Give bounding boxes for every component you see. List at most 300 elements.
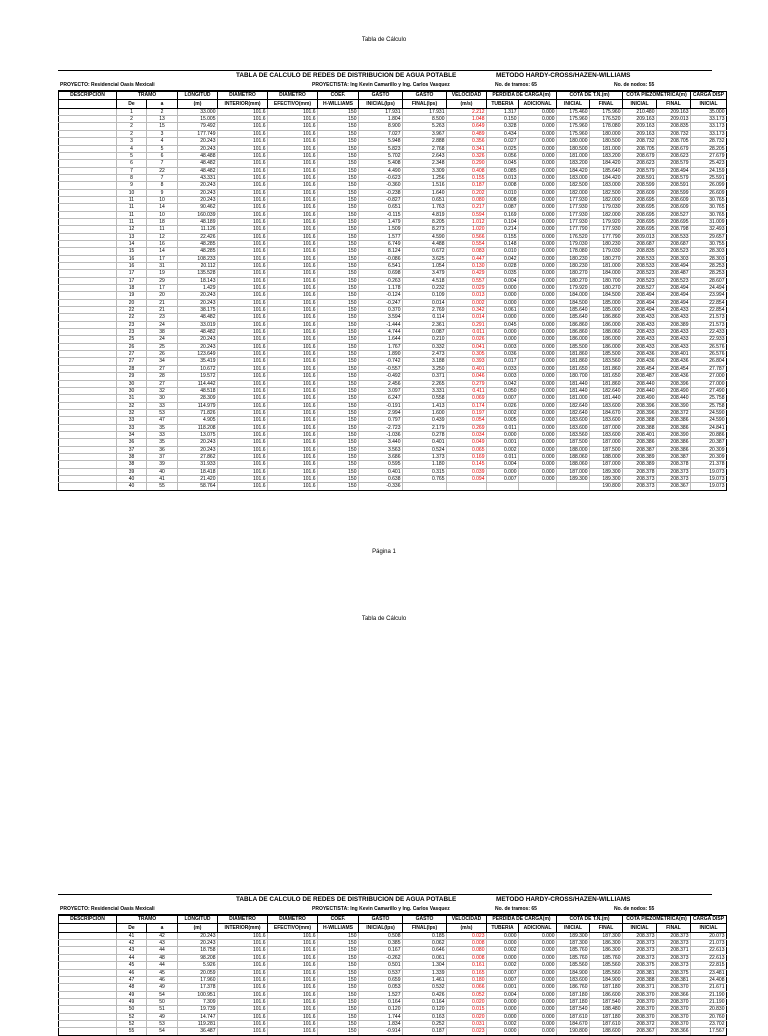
table-cell: 119.281 bbox=[178, 1020, 218, 1027]
table-row bbox=[59, 196, 727, 203]
table-cell: 101.6 bbox=[268, 123, 318, 130]
table-cell: 33.019 bbox=[178, 321, 218, 328]
table-cell: 18 bbox=[117, 285, 147, 292]
cell-descripcion bbox=[59, 285, 117, 292]
table-row bbox=[59, 138, 727, 145]
table-cell: 16 bbox=[147, 240, 178, 247]
report-info-row-2 bbox=[58, 905, 712, 915]
cell-descripcion bbox=[59, 240, 117, 247]
table-cell: 184.420 bbox=[590, 160, 623, 167]
table-cell: 150 bbox=[318, 1020, 359, 1027]
table-cell: 187.500 bbox=[590, 446, 623, 453]
table-cell: 19 bbox=[117, 292, 147, 299]
table-cell: 1.767 bbox=[359, 343, 403, 350]
col-carga: CARGA DISP bbox=[691, 916, 727, 924]
table-cell: 28.732 bbox=[691, 138, 727, 145]
table-cell: 0.000 bbox=[487, 314, 519, 321]
table-cell: 48.482 bbox=[178, 167, 218, 174]
table-cell: 187.300 bbox=[590, 932, 623, 939]
table-cell: 1.373 bbox=[403, 453, 447, 460]
project-name: PROYECTO: Residencial Oasis Mexicali bbox=[60, 82, 155, 88]
table-cell: 150 bbox=[318, 351, 359, 358]
table-cell: 13.075 bbox=[178, 431, 218, 438]
cell-descripcion bbox=[59, 314, 117, 321]
table-cell: 208.679 bbox=[623, 152, 657, 159]
table-cell: 0.411 bbox=[447, 387, 487, 394]
table-cell: 101.6 bbox=[218, 991, 268, 998]
table-cell: 49 bbox=[117, 998, 147, 1005]
table-cell: 0.000 bbox=[519, 285, 557, 292]
table-cell: 178.080 bbox=[557, 248, 590, 255]
table-cell: 0.053 bbox=[359, 984, 403, 991]
table-cell: 3.686 bbox=[359, 453, 403, 460]
table-cell: 11.126 bbox=[178, 226, 218, 233]
table-cell: 0.278 bbox=[403, 431, 447, 438]
cell-descripcion bbox=[59, 417, 117, 424]
table-cell: 208.579 bbox=[657, 174, 691, 181]
table-cell: 0.000 bbox=[519, 468, 557, 475]
table-cell: 101.6 bbox=[268, 446, 318, 453]
table-cell: 20.387 bbox=[691, 439, 727, 446]
table-cell: 4.744 bbox=[359, 329, 403, 336]
table-cell: 0.080 bbox=[447, 947, 487, 954]
table-cell: 0.025 bbox=[487, 145, 519, 152]
table-cell: 55 bbox=[147, 483, 178, 490]
table-cell: 209.163 bbox=[657, 108, 691, 115]
cell-descripcion bbox=[59, 1006, 117, 1013]
table-row bbox=[59, 431, 727, 438]
table-cell: 0.000 bbox=[487, 336, 519, 343]
table-cell: 181.860 bbox=[590, 365, 623, 372]
table-cell: 150 bbox=[318, 182, 359, 189]
calc-sheet-1 bbox=[58, 70, 725, 491]
table-cell: 0.002 bbox=[487, 409, 519, 416]
table-row bbox=[59, 292, 727, 299]
table-cell: 0.066 bbox=[447, 984, 487, 991]
table-cell: 185.000 bbox=[590, 307, 623, 314]
table-cell: 101.6 bbox=[218, 138, 268, 145]
table-cell: 0.000 bbox=[519, 453, 557, 460]
table-cell: 0.014 bbox=[403, 299, 447, 306]
table-cell: 0.000 bbox=[519, 947, 557, 954]
table-cell: 208.523 bbox=[623, 270, 657, 277]
table-cell: 208.370 bbox=[657, 1013, 691, 1020]
table-cell: 31.933 bbox=[178, 461, 218, 468]
table-cell: 177.790 bbox=[590, 233, 623, 240]
table-row bbox=[59, 998, 727, 1005]
table-cell: 0.489 bbox=[447, 130, 487, 137]
table-cell: 101.6 bbox=[218, 226, 268, 233]
table-cell: 0.034 bbox=[447, 431, 487, 438]
table-cell: 17.567 bbox=[691, 1028, 727, 1035]
table-cell: 0.651 bbox=[403, 196, 447, 203]
table-cell: 101.6 bbox=[218, 167, 268, 174]
table-row bbox=[59, 932, 727, 939]
table-cell: 0.000 bbox=[519, 984, 557, 991]
table-cell: 101.6 bbox=[218, 218, 268, 225]
table-cell: 0.000 bbox=[519, 343, 557, 350]
table-cell: 8 bbox=[117, 174, 147, 181]
table-cell: 4.488 bbox=[403, 240, 447, 247]
table-cell: -0.914 bbox=[359, 1028, 403, 1035]
table-cell: 181.440 bbox=[557, 387, 590, 394]
table-cell: 0.000 bbox=[519, 277, 557, 284]
col-cota-piez: COTA PIEZOMETRICA(m) bbox=[623, 92, 691, 100]
table-cell: 18.758 bbox=[178, 947, 218, 954]
table-cell: 0.014 bbox=[447, 314, 487, 321]
table-row bbox=[59, 263, 727, 270]
table-cell: 0.000 bbox=[519, 954, 557, 961]
table-cell: 51 bbox=[147, 1006, 178, 1013]
table-row bbox=[59, 976, 727, 983]
table-cell: 189.300 bbox=[557, 932, 590, 939]
table-cell: 16 bbox=[117, 263, 147, 270]
table-cell: 98.208 bbox=[178, 954, 218, 961]
table-row bbox=[59, 991, 727, 998]
table-cell: 208.370 bbox=[623, 991, 657, 998]
table-cell: 20.073 bbox=[691, 932, 727, 939]
table-cell: 0.000 bbox=[519, 138, 557, 145]
col-gasto-f-unit: FINAL(lps) bbox=[403, 924, 447, 932]
table-cell: 53 bbox=[147, 409, 178, 416]
table-cell: 177.749 bbox=[178, 130, 218, 137]
table-cell: 5.408 bbox=[359, 160, 403, 167]
table-cell: 101.6 bbox=[268, 152, 318, 159]
table-cell: 150 bbox=[318, 255, 359, 262]
table-cell: 29 bbox=[117, 373, 147, 380]
table-cell: 1.644 bbox=[359, 336, 403, 343]
table-cell: 101.6 bbox=[218, 160, 268, 167]
col-adicional: ADICIONAL bbox=[519, 100, 557, 108]
table-cell: 14 bbox=[147, 204, 178, 211]
table-cell: 208.381 bbox=[623, 969, 657, 976]
table-cell: 179.920 bbox=[590, 218, 623, 225]
table-cell: 0.279 bbox=[447, 380, 487, 387]
table-cell: 186.000 bbox=[590, 321, 623, 328]
table-cell: 5 bbox=[117, 152, 147, 159]
table-cell: 208.433 bbox=[657, 336, 691, 343]
table-cell: 21.190 bbox=[691, 998, 727, 1005]
table-cell: 32 bbox=[117, 409, 147, 416]
table-cell: 20.059 bbox=[178, 969, 218, 976]
table-cell: 33.000 bbox=[178, 108, 218, 115]
table-cell: 208.381 bbox=[657, 976, 691, 983]
table-cell: 208.378 bbox=[657, 461, 691, 468]
table-cell: 24.590 bbox=[691, 417, 727, 424]
table-cell: 0.001 bbox=[487, 984, 519, 991]
table-cell: 181.860 bbox=[590, 380, 623, 387]
table-cell: 150 bbox=[318, 233, 359, 240]
table-cell: 0.004 bbox=[487, 461, 519, 468]
table-cell: 25.423 bbox=[691, 160, 727, 167]
table-cell: 208.370 bbox=[623, 1006, 657, 1013]
table-cell: 208.533 bbox=[657, 233, 691, 240]
table-cell: 0.595 bbox=[359, 461, 403, 468]
table-cell: 30.765 bbox=[691, 196, 727, 203]
table-cell: 101.6 bbox=[268, 277, 318, 284]
cell-descripcion bbox=[59, 1028, 117, 1035]
table-cell: 46 bbox=[117, 969, 147, 976]
calc-sheet-2 bbox=[58, 894, 725, 1036]
table-cell: 180.270 bbox=[590, 255, 623, 262]
table-cell: 0.426 bbox=[403, 991, 447, 998]
table-cell: 208.370 bbox=[657, 1006, 691, 1013]
table-cell: 180.230 bbox=[557, 263, 590, 270]
table-cell: 2.768 bbox=[403, 145, 447, 152]
table-cell: 22.933 bbox=[691, 336, 727, 343]
table-cell: 1.317 bbox=[487, 108, 519, 115]
table-cell: 0.114 bbox=[403, 314, 447, 321]
table-cell: 184.670 bbox=[557, 1020, 590, 1027]
table-cell: 24.494 bbox=[691, 285, 727, 292]
col-tramo: TRAMO bbox=[117, 916, 178, 924]
table-cell: 185.760 bbox=[557, 947, 590, 954]
table-cell: 101.6 bbox=[268, 453, 318, 460]
table-cell: 0.000 bbox=[519, 431, 557, 438]
table-cell: 29 bbox=[147, 277, 178, 284]
table-cell: 43 bbox=[147, 940, 178, 947]
table-cell: 0.000 bbox=[487, 329, 519, 336]
table-cell: 0.000 bbox=[519, 380, 557, 387]
table-row bbox=[59, 174, 727, 181]
table-cell: 1.577 bbox=[359, 233, 403, 240]
table-cell: 43.331 bbox=[178, 174, 218, 181]
table-cell: 101.6 bbox=[218, 270, 268, 277]
cell-descripcion bbox=[59, 343, 117, 350]
table-cell: 0.017 bbox=[487, 358, 519, 365]
table-cell: 208.454 bbox=[657, 365, 691, 372]
table-row bbox=[59, 226, 727, 233]
table-cell: 101.6 bbox=[218, 387, 268, 394]
table-cell: 0.524 bbox=[403, 446, 447, 453]
table-cell: 36 bbox=[117, 439, 147, 446]
table-cell: 3.479 bbox=[403, 270, 447, 277]
col-vel: VELOCIDAD bbox=[447, 92, 487, 100]
table-cell: 0.401 bbox=[447, 365, 487, 372]
table-row bbox=[59, 321, 727, 328]
table-cell: 101.6 bbox=[268, 976, 318, 983]
table-cell: 48.285 bbox=[178, 248, 218, 255]
table-cell: 0.000 bbox=[519, 160, 557, 167]
table-cell: 38 bbox=[117, 453, 147, 460]
table-cell: 185.560 bbox=[590, 962, 623, 969]
cell-descripcion bbox=[59, 329, 117, 336]
table-cell: 185.500 bbox=[557, 343, 590, 350]
table-cell: 7.309 bbox=[178, 998, 218, 1005]
table-cell: 22.613 bbox=[691, 947, 727, 954]
table-cell: 50 bbox=[147, 998, 178, 1005]
table-cell: 0.011 bbox=[487, 424, 519, 431]
col-de: De bbox=[117, 924, 147, 932]
table-cell: 177.930 bbox=[557, 218, 590, 225]
table-row bbox=[59, 285, 727, 292]
table-cell: 27.000 bbox=[691, 373, 727, 380]
table-cell: 135.528 bbox=[178, 270, 218, 277]
table-cell: 0.328 bbox=[487, 123, 519, 130]
table-cell: 0.000 bbox=[519, 446, 557, 453]
table-cell: 185.760 bbox=[557, 954, 590, 961]
table-cell: 101.6 bbox=[268, 130, 318, 137]
table-cell: 22.815 bbox=[691, 962, 727, 969]
table-cell: 150 bbox=[318, 108, 359, 115]
table-cell: 100.951 bbox=[178, 991, 218, 998]
table-cell: 185.500 bbox=[590, 351, 623, 358]
col-gasto-f-unit: FINAL(lps) bbox=[403, 100, 447, 108]
table-cell: 0.210 bbox=[403, 336, 447, 343]
table-cell: 189.300 bbox=[590, 468, 623, 475]
nodos-count-2: No. de nodos: 55 bbox=[614, 906, 655, 912]
table-cell: 0.698 bbox=[359, 270, 403, 277]
col-diam-ef-unit: EFECTIVO(mm) bbox=[268, 100, 318, 108]
cell-descripcion bbox=[59, 998, 117, 1005]
table-cell: 0.056 bbox=[487, 152, 519, 159]
col-perdida: PERDIDA DE CARGA(m) bbox=[487, 916, 557, 924]
table-cell: 2.473 bbox=[403, 351, 447, 358]
cell-descripcion bbox=[59, 468, 117, 475]
table-cell: 150 bbox=[318, 395, 359, 402]
table-cell: 183.000 bbox=[557, 174, 590, 181]
table-cell: 27 bbox=[117, 351, 147, 358]
col-cota-piez: COTA PIEZOMETRICA(m) bbox=[623, 916, 691, 924]
table-cell: 101.6 bbox=[268, 174, 318, 181]
table-cell: 0.035 bbox=[487, 270, 519, 277]
table-cell: 0.370 bbox=[359, 307, 403, 314]
col-cota-tn-inicial: INICIAL bbox=[557, 100, 590, 108]
table-cell: 208.487 bbox=[657, 270, 691, 277]
table-cell: 24.590 bbox=[691, 409, 727, 416]
table-cell: 33 bbox=[117, 424, 147, 431]
table-cell: 177.790 bbox=[557, 226, 590, 233]
table-cell: 101.6 bbox=[268, 285, 318, 292]
table-cell: 208.373 bbox=[657, 475, 691, 482]
table-cell: 2 bbox=[117, 130, 147, 137]
table-cell: 24 bbox=[147, 336, 178, 343]
table-cell: 187.000 bbox=[590, 439, 623, 446]
table-cell: 101.6 bbox=[218, 152, 268, 159]
table-cell: 177.930 bbox=[557, 211, 590, 218]
table-cell: 183.600 bbox=[590, 417, 623, 424]
table-cell: 114.442 bbox=[178, 380, 218, 387]
table-cell: 0.000 bbox=[519, 321, 557, 328]
table-cell: 150 bbox=[318, 329, 359, 336]
table-cell: 114.979 bbox=[178, 402, 218, 409]
col-diam-ef-unit: EFECTIVO(mm) bbox=[268, 924, 318, 932]
table-cell: 208.494 bbox=[657, 292, 691, 299]
table-cell: 0.000 bbox=[487, 285, 519, 292]
table-cell: 150 bbox=[318, 299, 359, 306]
table-cell: 0.062 bbox=[403, 940, 447, 947]
designers-2: PROYECTISTA: Ing Kevin Camarillo y Ing. Carlos Vasquez bbox=[312, 906, 450, 912]
table-cell: 150 bbox=[318, 130, 359, 137]
col-a: a bbox=[147, 924, 178, 932]
table-cell: 0.161 bbox=[447, 962, 487, 969]
table-cell: 183.200 bbox=[590, 152, 623, 159]
table-cell: 1.048 bbox=[447, 116, 487, 123]
table-cell: 30.765 bbox=[691, 211, 727, 218]
cell-descripcion bbox=[59, 174, 117, 181]
table-cell: 0.371 bbox=[403, 373, 447, 380]
table-row bbox=[59, 307, 727, 314]
table-row bbox=[59, 365, 727, 372]
table-cell: 184.420 bbox=[557, 167, 590, 174]
table-row bbox=[59, 453, 727, 460]
table-cell: 182.000 bbox=[590, 211, 623, 218]
table-cell: 26 bbox=[147, 351, 178, 358]
table-cell: 208.373 bbox=[657, 962, 691, 969]
table-row bbox=[59, 424, 727, 431]
table-cell: 52 bbox=[117, 1020, 147, 1027]
table-cell: 175.960 bbox=[590, 108, 623, 115]
col-gasto-f: GASTO bbox=[403, 916, 447, 924]
table-cell: 101.6 bbox=[268, 307, 318, 314]
table-cell: 6.541 bbox=[359, 263, 403, 270]
table-cell: 101.6 bbox=[268, 270, 318, 277]
table-cell: 208.599 bbox=[623, 182, 657, 189]
table-cell: 0.000 bbox=[519, 402, 557, 409]
table-cell: 8 bbox=[147, 182, 178, 189]
table-cell: 28.303 bbox=[691, 255, 727, 262]
table-cell: 0.508 bbox=[359, 932, 403, 939]
table-cell: 7 bbox=[147, 174, 178, 181]
table-cell: 0.020 bbox=[447, 1013, 487, 1020]
table-cell: 17 bbox=[117, 277, 147, 284]
table-cell: 0.000 bbox=[519, 167, 557, 174]
table-cell: 0.305 bbox=[447, 351, 487, 358]
table-cell: 3.563 bbox=[359, 446, 403, 453]
table-cell: 180.700 bbox=[557, 373, 590, 380]
table-cell: 208.433 bbox=[623, 321, 657, 328]
table-cell: 101.6 bbox=[268, 145, 318, 152]
table-cell: 179.030 bbox=[590, 204, 623, 211]
cell-descripcion bbox=[59, 204, 117, 211]
table-cell: 0.164 bbox=[403, 998, 447, 1005]
page-header: Tabla de Cálculo bbox=[361, 37, 407, 43]
table-cell: 186.600 bbox=[590, 991, 623, 998]
col-cota-piez-inicial: INICIAL bbox=[623, 924, 657, 932]
table-cell: 185.000 bbox=[590, 299, 623, 306]
table-cell: 0.180 bbox=[447, 976, 487, 983]
table-cell: 101.6 bbox=[268, 1006, 318, 1013]
table-cell: 0.252 bbox=[403, 1020, 447, 1027]
table-cell: 101.6 bbox=[268, 255, 318, 262]
table-cell: 183.600 bbox=[557, 417, 590, 424]
table-cell: 177.930 bbox=[557, 204, 590, 211]
table-cell: -0.191 bbox=[359, 402, 403, 409]
table-cell: 188.060 bbox=[557, 461, 590, 468]
table-cell: 1.429 bbox=[178, 285, 218, 292]
table-cell: 208.372 bbox=[623, 1020, 657, 1027]
table-cell: 1.054 bbox=[403, 263, 447, 270]
table-cell: 186.300 bbox=[590, 947, 623, 954]
table-cell: 0.000 bbox=[487, 1013, 519, 1020]
table-cell: 208.389 bbox=[657, 321, 691, 328]
table-cell: 20.243 bbox=[178, 292, 218, 299]
table-cell: 101.6 bbox=[218, 954, 268, 961]
table-cell: 0.167 bbox=[359, 947, 403, 954]
table-cell: 48.482 bbox=[178, 314, 218, 321]
table-cell: 0.169 bbox=[447, 453, 487, 460]
table-cell: 6 bbox=[147, 152, 178, 159]
table-row bbox=[59, 167, 727, 174]
table-cell: 6.247 bbox=[359, 395, 403, 402]
table-cell: 187.000 bbox=[590, 424, 623, 431]
table-cell: 0.000 bbox=[519, 182, 557, 189]
cell-descripcion bbox=[59, 255, 117, 262]
table-cell: 27.000 bbox=[691, 380, 727, 387]
table-cell: 208.494 bbox=[657, 299, 691, 306]
table-cell: 181.650 bbox=[557, 365, 590, 372]
table-cell: 184.900 bbox=[557, 969, 590, 976]
